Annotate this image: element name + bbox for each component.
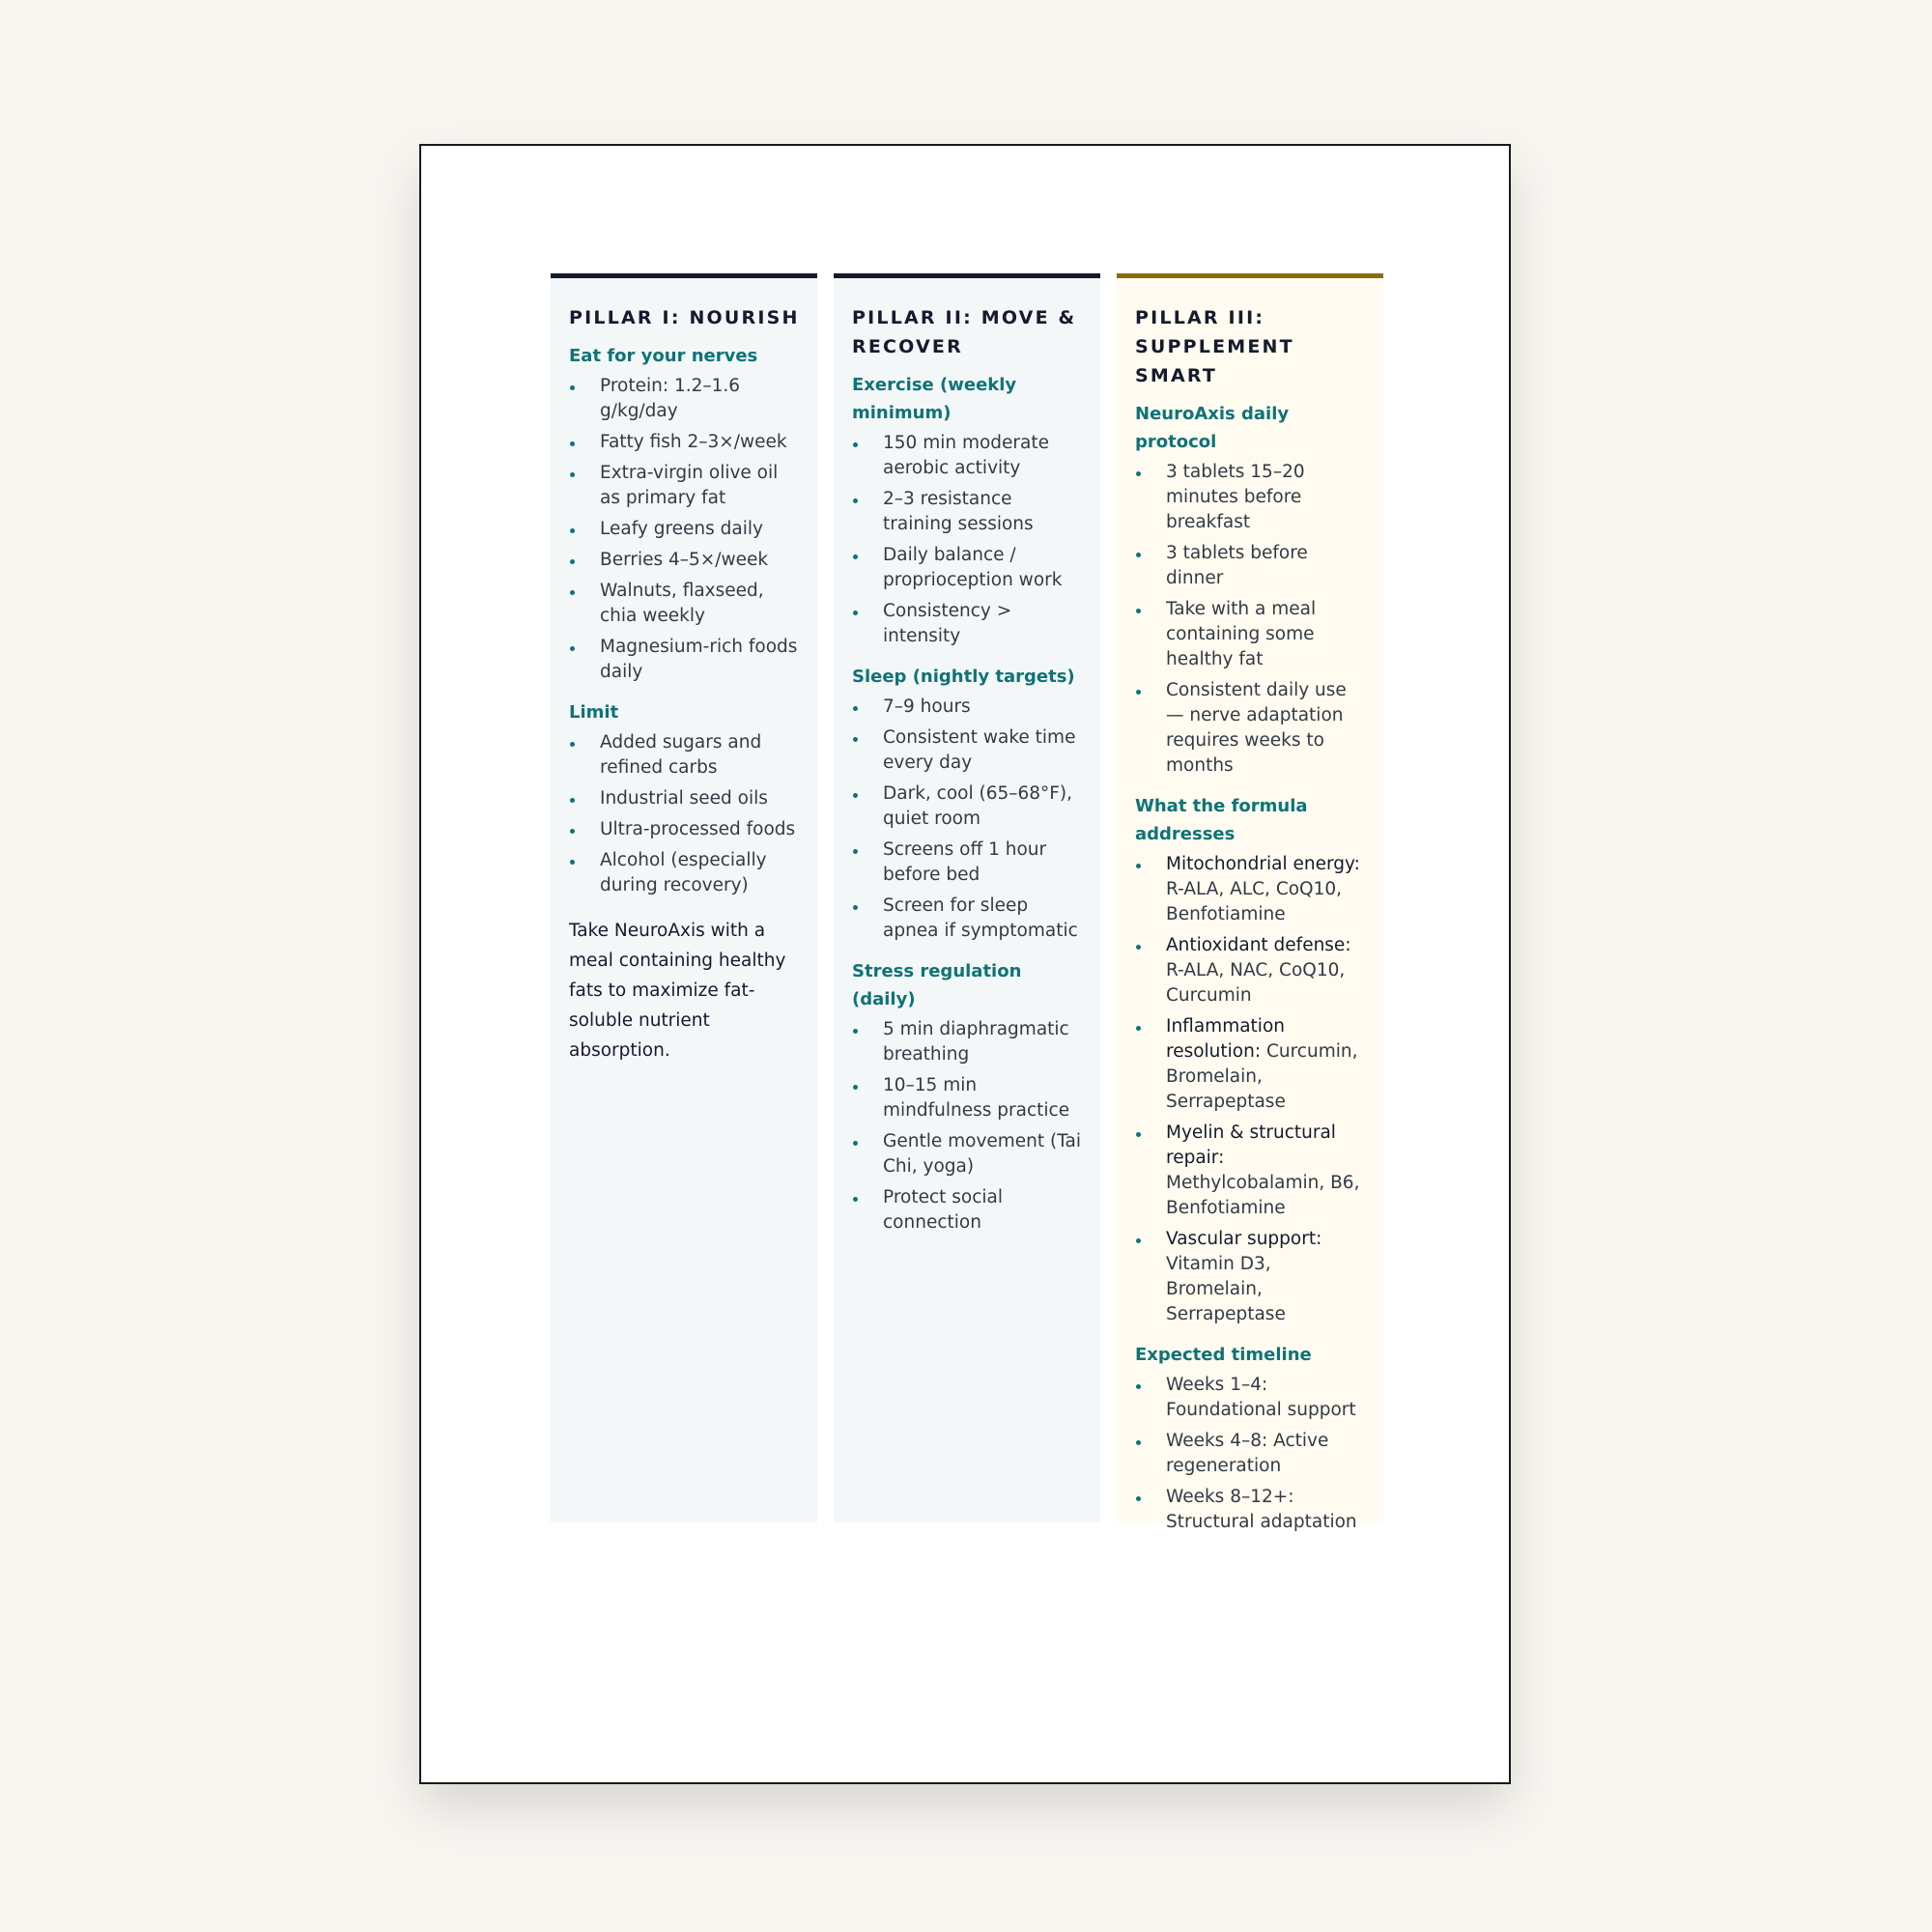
list-item	[569, 817, 800, 842]
bullet-icon	[853, 442, 858, 447]
list-item	[852, 781, 1083, 832]
list-item-text: Weeks 8–12+: Structural adaptation	[1166, 1487, 1357, 1532]
section-heading: Limit	[569, 702, 619, 723]
bullet-icon	[853, 1141, 858, 1146]
bullet-icon	[853, 1029, 858, 1034]
list-item	[1135, 1485, 1366, 1535]
bullet-icon	[570, 742, 575, 747]
list-item	[852, 1129, 1083, 1179]
bullet-icon	[853, 793, 858, 798]
item-label: Vascular support:	[1166, 1229, 1322, 1249]
bullet-list	[1135, 1373, 1366, 1535]
pillar-nourish-card	[551, 273, 817, 1522]
list-item	[1135, 933, 1366, 1009]
bullet-icon	[1136, 945, 1141, 950]
document-page	[419, 144, 1511, 1784]
bullet-icon	[853, 737, 858, 742]
list-item-text: Industrial seed oils	[600, 788, 768, 809]
section-heading: Exercise (weekly minimum)	[852, 375, 1017, 423]
pillar-title: PILLAR II: MOVE & RECOVER	[852, 307, 1077, 357]
list-item-text: 2–3 resistance training sessions	[883, 489, 1034, 534]
bullet-icon	[1136, 1132, 1141, 1137]
item-label: Antioxidant defense:	[1166, 935, 1351, 955]
pillar-move-recover-card	[834, 273, 1100, 1522]
section-heading: Expected timeline	[1135, 1345, 1312, 1365]
item-label: Mitochondrial energy:	[1166, 854, 1360, 874]
list-item	[852, 599, 1083, 649]
bullet-icon	[570, 860, 575, 865]
bullet-icon	[1136, 690, 1141, 695]
item-label: Inflammation resolution:	[1166, 1016, 1285, 1062]
list-item-text: Consistency > intensity	[883, 601, 1012, 646]
list-item-text: Berries 4–5×/week	[600, 550, 769, 570]
list-item	[569, 430, 800, 455]
list-item	[852, 1017, 1083, 1067]
list-item-text: 3 tablets 15–20 minutes before breakfast	[1166, 462, 1305, 532]
bullet-icon	[853, 554, 858, 559]
bullet-icon	[853, 1197, 858, 1202]
list-item-text: Extra-virgin olive oil as primary fat	[600, 463, 779, 508]
bullet-icon	[1136, 1440, 1141, 1445]
bullet-icon	[570, 528, 575, 533]
item-label: Myelin & structural repair:	[1166, 1122, 1336, 1168]
bullet-icon	[570, 385, 575, 390]
list-item	[1135, 678, 1366, 779]
list-item	[1135, 852, 1366, 927]
list-item-text: Consistent daily use — nerve adaptation requires weeks to months	[1166, 680, 1347, 776]
section-heading: Eat for your nerves	[569, 346, 758, 366]
bullet-list	[569, 730, 800, 898]
bullet-icon	[1136, 864, 1141, 868]
list-item	[852, 695, 1083, 720]
bullet-icon	[1136, 553, 1141, 557]
list-item-text: Take with a meal containing some healthy fat	[1166, 599, 1317, 669]
list-item-text: Fatty fish 2–3×/week	[600, 432, 787, 452]
list-item	[1135, 1429, 1366, 1479]
item-detail: R-ALA, NAC, CoQ10, Curcumin	[1166, 960, 1346, 1006]
list-item-text: Weeks 4–8: Active regeneration	[1166, 1431, 1329, 1476]
list-item	[852, 1185, 1083, 1236]
list-item	[1135, 597, 1366, 672]
list-item-text: Screens off 1 hour before bed	[883, 839, 1047, 885]
list-item-text: Leafy greens daily	[600, 519, 763, 539]
list-item	[852, 838, 1083, 888]
pillar-title: PILLAR I: NOURISH	[569, 307, 800, 328]
list-item	[1135, 1121, 1366, 1221]
list-item	[569, 786, 800, 811]
list-item-text: Protect social connection	[883, 1187, 1004, 1233]
bullet-icon	[570, 829, 575, 834]
bullet-icon	[853, 498, 858, 503]
list-item-text: Weeks 1–4: Foundational support	[1166, 1375, 1356, 1420]
list-item-text: Magnesium-rich foods daily	[600, 637, 798, 682]
section-heading: NeuroAxis daily protocol	[1135, 404, 1290, 452]
item-detail: R-ALA, ALC, CoQ10, Benfotiamine	[1166, 879, 1343, 924]
list-item-text: Alcohol (especially during recovery)	[600, 850, 767, 895]
bullet-icon	[1136, 1026, 1141, 1031]
list-item	[852, 1073, 1083, 1123]
list-item	[852, 543, 1083, 593]
pillar-supplement-card	[1117, 273, 1383, 1532]
bullet-icon	[570, 646, 575, 651]
list-item	[569, 635, 800, 685]
list-item	[569, 374, 800, 424]
list-item-text: Consistent wake time every day	[883, 727, 1076, 773]
list-item	[569, 461, 800, 511]
list-item-text: Added sugars and refined carbs	[600, 732, 762, 778]
list-item-text: 7–9 hours	[883, 696, 971, 717]
bullet-icon	[570, 472, 575, 477]
list-item-text: Gentle movement (Tai Chi, yoga)	[883, 1131, 1081, 1177]
bullet-icon	[853, 706, 858, 711]
bullet-icon	[570, 798, 575, 803]
bullet-icon	[570, 590, 575, 595]
list-item	[569, 548, 800, 573]
list-item-text: Protein: 1.2–1.6 g/kg/day	[600, 376, 741, 421]
bullet-list	[569, 374, 800, 685]
list-item	[852, 487, 1083, 537]
list-item	[569, 517, 800, 542]
item-detail: Methylcobalamin, B6, Benfotiamine	[1166, 1173, 1360, 1218]
bullet-icon	[1136, 1384, 1141, 1389]
list-item	[852, 431, 1083, 481]
list-item	[1135, 460, 1366, 535]
bullet-icon	[1136, 1238, 1141, 1243]
list-item-text: Screen for sleep apnea if symptomatic	[883, 895, 1078, 941]
section-heading: Sleep (nightly targets)	[852, 667, 1075, 687]
bullet-icon	[853, 611, 858, 615]
bullet-list	[852, 1017, 1083, 1236]
list-item	[1135, 1014, 1366, 1115]
list-item	[1135, 1227, 1366, 1327]
bullet-icon	[1136, 1496, 1141, 1501]
bullet-list	[852, 695, 1083, 944]
bullet-icon	[853, 849, 858, 854]
list-item	[569, 848, 800, 898]
bullet-list	[1135, 460, 1366, 779]
pillar-title: PILLAR III: SUPPLEMENT SMART	[1135, 307, 1294, 386]
list-item-text: 3 tablets before dinner	[1166, 543, 1308, 588]
list-item	[852, 894, 1083, 944]
list-item	[1135, 541, 1366, 591]
bullet-icon	[853, 905, 858, 910]
list-item-text: 10–15 min mindfulness practice	[883, 1075, 1070, 1121]
list-item-text: Dark, cool (65–68°F), quiet room	[883, 783, 1073, 829]
section-heading: What the formula addresses	[1135, 796, 1308, 844]
bullet-icon	[1136, 471, 1141, 476]
absorption-note: Take NeuroAxis with a meal containing healthy fats to maximize fat-soluble nutrient absorption.	[569, 921, 786, 1061]
bullet-list	[852, 431, 1083, 649]
bullet-icon	[853, 1085, 858, 1090]
list-item	[569, 730, 800, 781]
list-item-text: 150 min moderate aerobic activity	[883, 433, 1050, 478]
item-detail: Vitamin D3, Bromelain, Serrapeptase	[1166, 1254, 1286, 1324]
list-item-text: Walnuts, flaxseed, chia weekly	[600, 581, 764, 626]
list-item-text: Daily balance / proprioception work	[883, 545, 1063, 590]
item-detail: Curcumin, Bromelain, Serrapeptase	[1166, 1041, 1358, 1112]
section-heading: Stress regulation (daily)	[852, 961, 1022, 1009]
list-item-text: 5 min diaphragmatic breathing	[883, 1019, 1069, 1065]
bullet-icon	[570, 441, 575, 446]
bullet-list	[1135, 852, 1366, 1327]
list-item	[1135, 1373, 1366, 1423]
list-item-text: Ultra-processed foods	[600, 819, 796, 839]
list-item	[852, 725, 1083, 776]
list-item	[569, 579, 800, 629]
bullet-icon	[570, 559, 575, 564]
bullet-icon	[1136, 609, 1141, 613]
